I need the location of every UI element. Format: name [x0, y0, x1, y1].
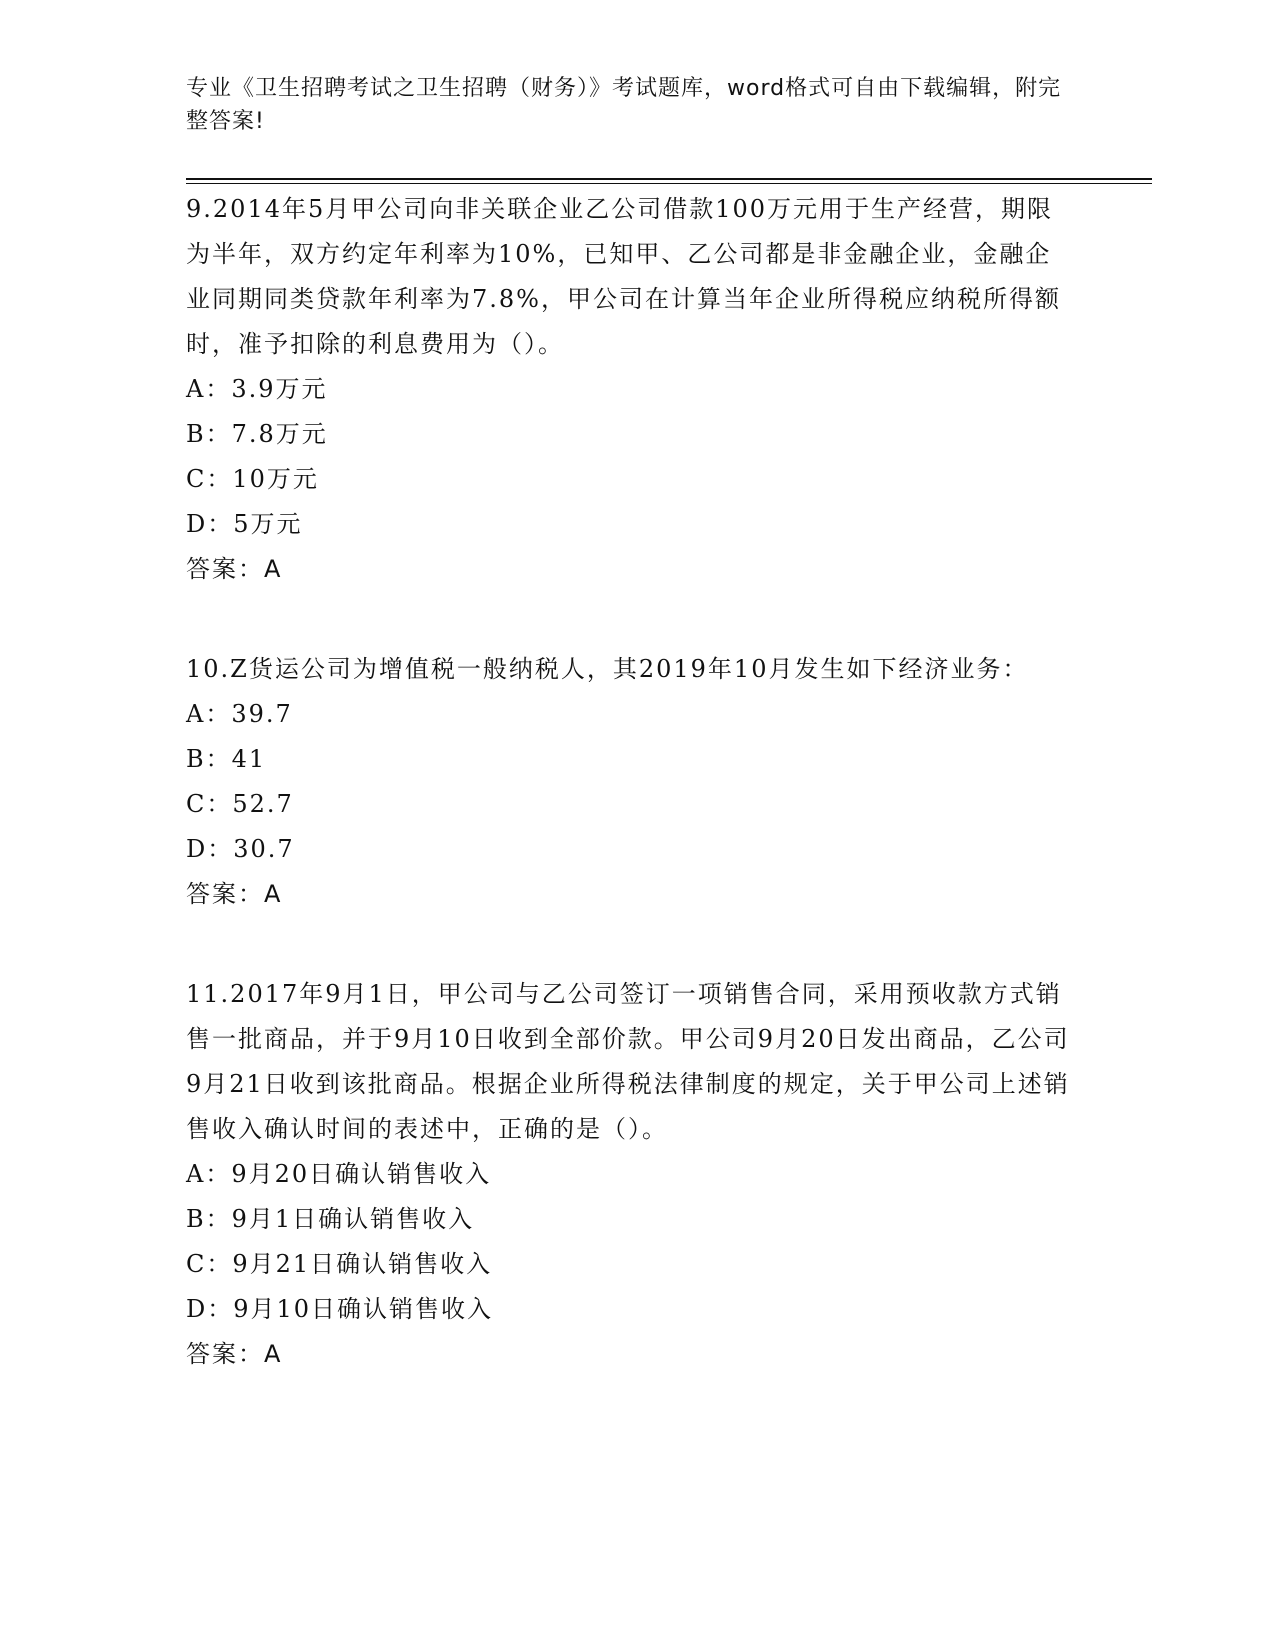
answer-line: 答案：A — [186, 555, 283, 583]
header-divider-thick — [186, 178, 1152, 180]
question-stem: 11.2017年9月1日，甲公司与乙公司签订一项销售合同，采用预收款方式销售一批商品，并于9月10日收到全部价款。甲公司9月20日发出商品，乙公司9月21日收到该批商品。根据企业所得税法律制度的规定，关于甲公司上述销售收入确认时间的表述中，正确的是（）。 — [186, 980, 1070, 1143]
question-list — [186, 187, 1086, 1432]
question-stem: 10.Z货运公司为增值税一般纳税人，其2019年10月发生如下经济业务： — [186, 655, 1029, 683]
option-b: B：9月1日确认销售收入 — [186, 1205, 475, 1233]
option-b: B：7.8万元 — [186, 420, 328, 448]
question-11 — [186, 972, 1086, 1377]
question-stem: 9.2014年5月甲公司向非关联企业乙公司借款100万元用于生产经营，期限为半年，双方约定年利率为10%，已知甲、乙公司都是非金融企业，金融企业同期同类贷款年利率为7.8%，甲公司在计算当年企业所得税应纳税所得额时，准予扣除的利息费用为（）。 — [186, 195, 1061, 358]
option-c: C：9月21日确认销售收入 — [186, 1250, 493, 1278]
option-d: D：30.7 — [186, 835, 295, 863]
option-c: C：10万元 — [186, 465, 319, 493]
question-9 — [186, 187, 1086, 592]
answer-line: 答案：A — [186, 1340, 283, 1368]
option-d: D：9月10日确认销售收入 — [186, 1295, 494, 1323]
question-10 — [186, 647, 1086, 917]
option-c: C：52.7 — [186, 790, 294, 818]
answer-line: 答案：A — [186, 880, 283, 908]
option-d: D：5万元 — [186, 510, 303, 538]
option-a: A：39.7 — [186, 700, 293, 728]
option-b: B：41 — [186, 745, 267, 773]
header-divider-thin — [186, 183, 1152, 184]
document-header: 专业《卫生招聘考试之卫生招聘（财务）》考试题库，word格式可自由下载编辑，附完整答案! — [186, 76, 1062, 134]
option-a: A：9月20日确认销售收入 — [186, 1160, 492, 1188]
option-a: A：3.9万元 — [186, 375, 328, 403]
